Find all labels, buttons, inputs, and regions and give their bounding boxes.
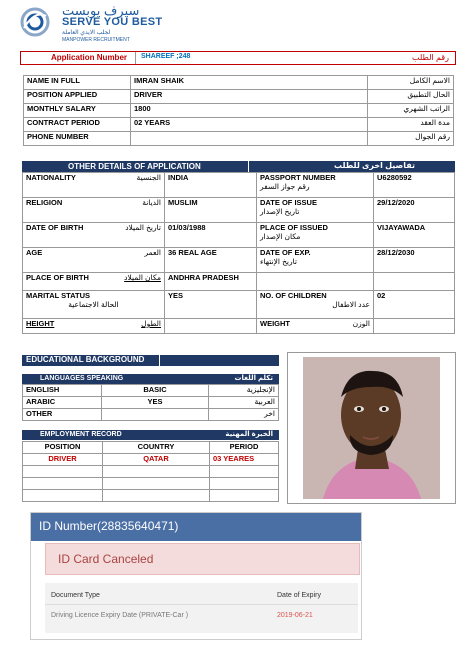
expiry-date-value: 28/12/2030: [374, 248, 455, 273]
issue-date-value: 29/12/2020: [374, 198, 455, 223]
table-row: [24, 76, 454, 90]
weight-label-ar: الوزن: [352, 319, 370, 328]
table-row: [23, 409, 279, 421]
place-issued-value: VIJAYAWADA: [374, 223, 455, 248]
issue-date-label-ar: تاريخ الإصدار: [260, 207, 300, 216]
expiry-value: 2019-06-21: [277, 612, 313, 619]
languages-title: LANGUAGES SPEAKING: [40, 375, 124, 382]
language-name-ar: اخر: [209, 409, 279, 421]
personal-info-table: [23, 75, 454, 146]
column-period: PERIOD: [210, 442, 279, 454]
phone-label: PHONE NUMBER: [24, 132, 131, 146]
marital-label: MARITAL STATUS: [26, 291, 91, 300]
id-status-text: ID Card Canceled: [58, 552, 154, 566]
table-row: [23, 454, 279, 466]
salary-label: MONTHLY SALARY: [24, 104, 131, 118]
language-level: BASIC: [102, 385, 209, 397]
dob-label-ar: تاريخ الميلاد: [125, 223, 161, 232]
photo-frame: [287, 352, 456, 504]
languages-header: [22, 374, 279, 384]
name-label: NAME IN FULL: [24, 76, 131, 90]
id-document-table: [45, 583, 358, 633]
religion-label-ar: الديانة: [142, 198, 161, 207]
employment-table: [22, 441, 279, 502]
nationality-label-ar: الجنسية: [136, 173, 161, 182]
logo-arabic-name: سيرف يوبست: [62, 3, 140, 18]
application-number-bar: [20, 51, 456, 65]
children-label: NO. OF CHILDREN: [260, 291, 327, 300]
logo-english-name: SERVE YOU BEST: [62, 16, 163, 28]
logo-sub-arabic: لجلب الايدي العاملة: [62, 30, 111, 36]
column-country: COUNTRY: [103, 442, 210, 454]
education-header: EDUCATIONAL BACKGROUND: [22, 355, 159, 366]
children-label-ar: عدد الاطفال: [332, 300, 370, 309]
employment-title: EMPLOYMENT RECORD: [40, 431, 122, 438]
language-name: OTHER: [23, 409, 102, 421]
applicant-photo-icon: [303, 357, 440, 499]
company-logo-icon: [20, 4, 50, 40]
table-row: [23, 173, 455, 198]
logo-sub-english: MANPOWER RECRUITMENT: [62, 37, 130, 43]
language-level: [102, 409, 209, 421]
nationality-value: INDIA: [165, 173, 257, 198]
expiry-header: Date of Expiry: [277, 592, 321, 599]
table-row: [23, 248, 455, 273]
table-row: [24, 118, 454, 132]
education-header-fill: [160, 355, 279, 366]
table-row: [23, 273, 455, 291]
other-details-title: OTHER DETAILS OF APPLICATION: [68, 162, 201, 171]
table-row: [24, 90, 454, 104]
position-label: POSITION APPLIED: [24, 90, 131, 104]
marital-label-ar: الحالة الاجتماعية: [68, 300, 119, 309]
birthplace-label: PLACE OF BIRTH: [26, 273, 89, 282]
employment-country: QATAR: [103, 454, 210, 466]
passport-label: PASSPORT NUMBER: [260, 173, 336, 182]
language-name: ENGLISH: [23, 385, 102, 397]
empty-value: [374, 273, 455, 291]
table-row: [23, 490, 279, 502]
application-number-label: Application Number: [51, 53, 128, 62]
employment-position: DRIVER: [23, 454, 103, 466]
other-details-title-ar: تفاصيل اخرى للطلب: [334, 161, 415, 170]
languages-table: [22, 384, 279, 421]
employment-period: 03 YEARES: [210, 454, 279, 466]
contract-value: 02 YEARS: [131, 118, 368, 132]
birthplace-label-ar: مكان الميلاد: [124, 273, 161, 282]
contract-label-ar: مدة العقد: [368, 118, 454, 132]
nationality-label: NATIONALITY: [26, 173, 76, 182]
id-card-panel: [30, 512, 362, 640]
religion-value: MUSLIM: [165, 198, 257, 223]
employment-title-ar: الخبرة المهنية: [225, 431, 273, 438]
language-level: YES: [102, 397, 209, 409]
other-details-table: [22, 172, 455, 334]
language-name: ARABIC: [23, 397, 102, 409]
contract-label: CONTRACT PERIOD: [24, 118, 131, 132]
expiry-date-label-ar: تاريخ الإنتهاء: [260, 257, 297, 266]
table-row: [23, 397, 279, 409]
table-row: [23, 223, 455, 248]
position-value: DRIVER: [131, 90, 368, 104]
salary-label-ar: الراتب الشهري: [368, 104, 454, 118]
table-row: [23, 478, 279, 490]
height-value: [165, 319, 257, 334]
passport-value: U6280592: [374, 173, 455, 198]
weight-value: [374, 319, 455, 334]
name-label-ar: الاسم الكامل: [368, 76, 454, 90]
table-row: [23, 198, 455, 223]
document-type-value: Driving Licence Expiry Date (PRIVATE-Car ): [51, 612, 189, 619]
id-number-title: ID Number(28835640471): [39, 519, 179, 533]
position-label-ar: الحال التطبيق: [368, 90, 454, 104]
id-status-banner: [45, 543, 360, 575]
document-type-header: Document Type: [51, 592, 100, 599]
name-value: IMRAN SHAIK: [131, 76, 368, 90]
height-label: HEIGHT: [26, 319, 55, 328]
weight-label: WEIGHT: [260, 319, 290, 328]
salary-value: 1800: [131, 104, 368, 118]
age-label: AGE: [26, 248, 43, 257]
language-name-ar: الإنجليزية: [209, 385, 279, 397]
id-card-header: [31, 513, 361, 541]
issue-date-label: DATE OF ISSUE: [260, 198, 317, 207]
language-name-ar: العربية: [209, 397, 279, 409]
marital-value: YES: [165, 291, 257, 319]
employment-header: [22, 430, 279, 440]
table-row: [24, 104, 454, 118]
table-row: [23, 466, 279, 478]
place-issued-label-ar: مكان الإصدار: [260, 232, 301, 241]
dob-value: 01/03/1988: [165, 223, 257, 248]
application-number-label-ar: رقم الطلب: [412, 53, 449, 62]
column-position: POSITION: [23, 442, 103, 454]
expiry-date-label: DATE OF EXP.: [260, 248, 311, 257]
children-value: 02: [374, 291, 455, 319]
age-label-ar: العمر: [144, 248, 161, 257]
other-details-header: [22, 161, 455, 172]
table-row: [24, 132, 454, 146]
table-row: [23, 385, 279, 397]
phone-value: [131, 132, 368, 146]
table-header-row: [23, 442, 279, 454]
birthplace-value: ANDHRA PRADESH: [165, 273, 257, 291]
passport-label-ar: رقم جواز السفر: [260, 182, 310, 191]
phone-label-ar: رقم الجوال: [368, 132, 454, 146]
dob-label: DATE OF BIRTH: [26, 223, 84, 232]
age-value: 36 REAL AGE: [165, 248, 257, 273]
religion-label: RELIGION: [26, 198, 63, 207]
languages-title-ar: تكلم اللغات: [234, 375, 273, 382]
place-issued-label: PLACE OF ISSUED: [260, 223, 328, 232]
table-row: [23, 319, 455, 334]
height-label-ar: الطول: [141, 319, 161, 328]
application-number-value: SHAREEF ;248: [141, 53, 191, 60]
table-row: [23, 291, 455, 319]
